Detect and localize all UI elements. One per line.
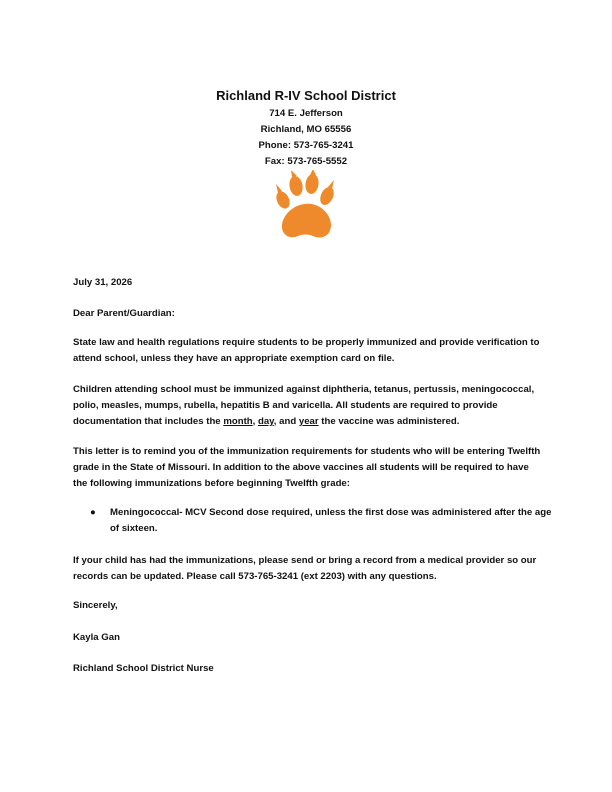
paragraph-records: If your child has had the immunizations, please send or bring a record from a medical provider so our records can be updated. Please call 573-765-3241 (ext 2203) with any questions. xyxy=(73,555,537,582)
underlined-month: month xyxy=(223,416,253,427)
separator-2: , and xyxy=(273,416,299,427)
letterhead xyxy=(0,87,612,170)
bullet-dot-icon: ● xyxy=(90,507,96,518)
fax-line: Fax: 573-765-5552 xyxy=(264,156,348,167)
paragraph-vaccines-text-end: the vaccine was administered. xyxy=(318,416,460,427)
bullet-text: Meningococcal- MCV Second dose required, unless the first dose was administered after the age of sixteen. xyxy=(110,507,552,534)
paragraph-exemption: State law and health regulations require students to be properly immunized and provide verification to attend school, unless they have an appropriate exemption card on file. xyxy=(73,337,540,364)
city-line: Richland, MO 65556 xyxy=(260,124,352,135)
letter-date: July 31, 2026 xyxy=(73,277,133,288)
paragraph-vaccines xyxy=(73,382,543,430)
underlined-year: year xyxy=(298,416,319,427)
paragraph-reminder: This letter is to remind you of the immunization requirements for students who will be entering Twelfth grade in the State of Missouri. In addition to the above vaccines all students will be required to have the following immunizations before beginning Twelfth grade: xyxy=(73,446,541,489)
paragraph-vaccines-text-start: Children attending school must be immunized against diphtheria, tetanus, pertussis, meningococcal, polio, measles, mumps, rubella, hepatitis B and varicella. All students are required to provide documentation that includes the xyxy=(73,384,535,427)
signer-title: Richland School District Nurse xyxy=(73,663,214,674)
salutation: Dear Parent/Guardian: xyxy=(73,308,175,319)
signer-name: Kayla Gan xyxy=(73,632,120,643)
district-name: Richland R-IV School District xyxy=(216,88,396,103)
underlined-day: day xyxy=(257,416,274,427)
bullet-item xyxy=(90,505,555,537)
closing: Sincerely, xyxy=(73,600,118,611)
address-line: 714 E. Jefferson xyxy=(269,108,343,119)
paw-print-shapes xyxy=(275,170,336,238)
phone-line: Phone: 573-765-3241 xyxy=(258,140,354,151)
separator-1: , xyxy=(252,416,258,427)
paw-print-icon xyxy=(275,170,337,240)
